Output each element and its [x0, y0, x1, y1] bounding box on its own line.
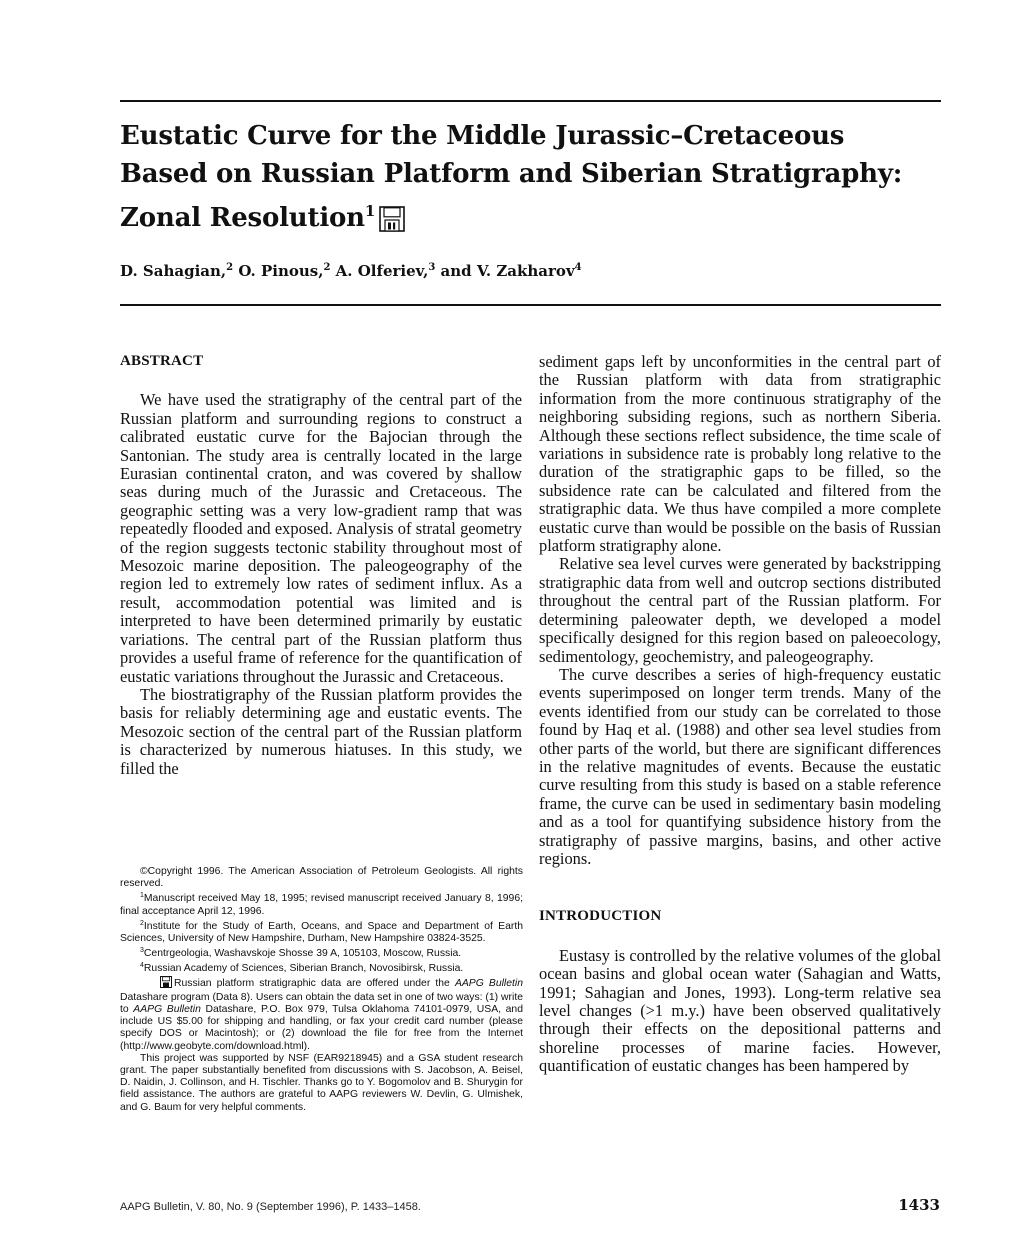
introduction-heading: INTRODUCTION [539, 908, 662, 925]
abstract-paragraph-5: The curve describes a series of high-frequency eustatic events superimposed on longer term trends. Many of the events identified from our study can be correlated to those found by Haq et al. (1988) and other sea level studies from other parts of the world, but there are significant differences in the relative magnitudes of events. Because the eustatic curve resulting from this study is based on a stable reference frame, the curve can be used in sedimentary basin modeling and as a tool for quantifying subsidence history from the stratigraphy of passive margins, basins, and other active regions. [539, 664, 941, 868]
title-line-1: Eustatic Curve for the Middle Jurassic–Cretaceous [120, 121, 845, 151]
footnote-3: $^3$Centrgeologia, Washavskoje Shosse 39 A, 105103, Moscow, Russia. [140, 947, 462, 960]
abstract-paragraph-2: The biostratigraphy of the Russian platform provides the basis for reliably determining age and eustatic events. The Mesozoic section of the central part of the Russian platform is characterized by numerous hiatuses. In this study, we filled the [120, 684, 522, 778]
floppy-disk-icon[interactable] [379, 206, 405, 244]
title-line-2: Based on Russian Platform and Siberian Stratigraphy: [120, 158, 903, 189]
left-column [120, 352, 522, 778]
footnote-2: $^2$Institute for the Study of Earth, Oceans, and Space and Department of Earth Sciences, University of New Hampshire, Durham, New Hampshire 03824-3525. [120, 919, 523, 945]
top-rule [120, 100, 941, 102]
journal-name: AAPG Bulletin [133, 1004, 201, 1016]
header-rule [120, 304, 941, 306]
footnotes [120, 866, 523, 1114]
journal-name: AAPG Bulletin [454, 977, 523, 989]
copyright-note: ©Copyright 1996. The American Association of Petroleum Geologists. All rights reserved. [120, 866, 523, 890]
title-footnote-marker: 1 [364, 202, 376, 220]
title-line-3 [120, 193, 940, 244]
introduction-paragraph-1: Eustasy is controlled by the relative volumes of the global ocean basins and global ocean water (Sahagian and Watts, 1991; Sahagian and Jones, 1993). Long-term relative sea level changes (>1 m.y.) have been observed qualitatively through their effects on the depositional patterns and shoreline processes of marine facies. However, quantification of eustatic changes has been hampered by [539, 945, 941, 1076]
title-line-3-text: Zonal Resolution [120, 203, 365, 233]
abstract-paragraph-3: sediment gaps left by unconformities in the central part of the Russian platform with data from stratigraphic information from the more continuous stratigraphy of the neighboring subsiding regions, such as northern Siberia. Although these sections reflect subsidence, the time scale of variations in subsidence rate is probably long relative to the duration of the stratigraphic gaps to be filled, so the subsidence rate can be calculated and filtered from the stratigraphic data. We thus have compiled a more complete eustatic curve than would be possible on the basis of Russian platform stratigraphy alone. [539, 352, 941, 556]
page-number: 1433 [898, 1196, 940, 1214]
floppy-disk-icon [140, 976, 172, 992]
datashare-note: Russian platform stratigraphic data are offered under the AAPG Bulletin Datashare program (Data 8). Users can obtain the data set in one of two ways: (1) write to AAPG Bulletin Datashare, P.O. Box 979, Tulsa Oklahoma 74101-0979, USA, and include US $5.00 for shipping and handling, or fax your credit card number (please specify DOS or Macintosh); or (2) download the file for free from the Internet (http://www.geobyte.com/download.html). [120, 977, 523, 1052]
right-column [539, 353, 941, 1076]
abstract-paragraph-4: Relative sea level curves were generated by backstripping stratigraphic data from well and outcrop sections distributed throughout the central part of the Russian platform. For determining paleowater depth, we developed a model specifically designed for this region based on paleoecology, sedimentology, geochemistry, and paleogeography. [539, 554, 941, 666]
journal-citation: AAPG Bulletin, V. 80, No. 9 (September 1996), P. 1433–1458. [120, 1201, 421, 1213]
author-1: D. Sahagian,$^2$ [120, 262, 234, 280]
acknowledgments: This project was supported by NSF (EAR9218945) and a GSA student research grant. The paper substantially benefited from discussions with S. Jacobson, A. Beisel, D. Naidin, J. Collinson, and H. Tischler. Thanks go to Y. Bogomolov and B. Shurygin for field assistance. The authors are grateful to AAPG reviewers W. Devlin, G. Ulmishek, and G. Baum for very helpful comments. [120, 1052, 523, 1113]
author-3: A. Olferiev,$^3$ [335, 262, 436, 280]
article-title [120, 118, 940, 244]
footnote-4: $^4$Russian Academy of Sciences, Siberian Branch, Novosibirsk, Russia. [140, 962, 464, 975]
footnote-1: $^1$Manuscript received May 18, 1995; revised manuscript received January 8, 1996; final acceptance April 12, 1996. [120, 892, 523, 917]
abstract-heading: ABSTRACT [120, 353, 204, 369]
author-2: O. Pinous,$^2$ [238, 262, 331, 280]
author-list [120, 262, 582, 280]
abstract-paragraph-1: We have used the stratigraphy of the central part of the Russian platform and surrounding regions to construct a calibrated eustatic curve for the Bajocian through the Santonian. The study area is centrally located in the large Eurasian continental craton, and was covered by shallow seas during much of the Jurassic and Cretaceous. The geographic setting was a very low-gradient ramp that was repeatedly flooded and exposed. Analysis of stratal geometry of the region suggests tectonic stability throughout most of Mesozoic marine deposition. The paleogeography of the region led to extremely low rates of sediment influx. As a result, accommodation potential was limited and is interpreted to have been determined primarily by eustatic variations. The central part of the Russian platform thus provides a useful frame of reference for the quantification of eustatic variations throughout the Jurassic and Cretaceous. [120, 390, 522, 686]
author-4: and V. Zakharov$^4$ [440, 262, 582, 280]
